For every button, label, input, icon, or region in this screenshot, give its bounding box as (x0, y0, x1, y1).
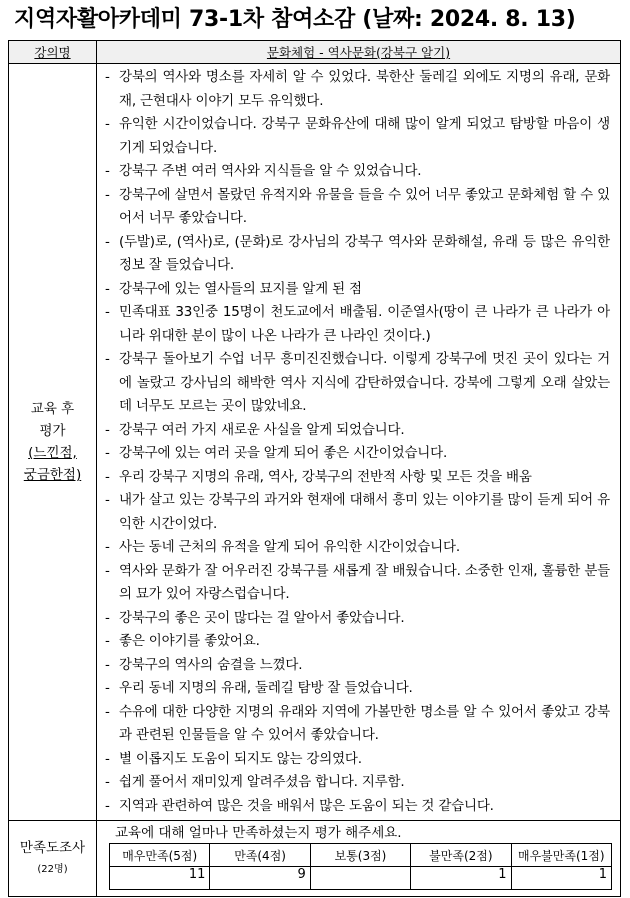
feedback-item: - 강북구에 있는 여러 곳을 알게 되어 좋은 시간이었습니다. (103, 442, 610, 466)
feedback-item: - 민족대표 33인중 15명이 천도교에서 배출됨. 이준열사(땅이 큰 나라가 큰 나라가 아니라 위대한 분이 많이 나온 나라가 큰 나라인 것이다.) (103, 301, 610, 348)
satisfaction-value: 11 (110, 867, 210, 890)
lecture-name-header: 강의명 (9, 41, 97, 64)
satisfaction-question: 교육에 대해 얼마나 만족하셨는지 평가 해주세요. (115, 825, 402, 841)
feedback-item: - 유익한 시간이었습니다. 강북구 문화유산에 대해 많이 알게 되었고 탐방할 마음이 생기게 되었습니다. (103, 113, 610, 160)
satisfaction-table (109, 843, 612, 890)
header-row (9, 41, 621, 64)
document-title: 지역자활아카데미 73-1차 참여소감 (날짜: 2024. 8. 13) (14, 7, 576, 32)
feedback-item: - 강북구 돌아보기 수업 너무 흥미진진했습니다. 이렇게 강북구에 멋진 곳이 있다는 거에 놀랐고 강사님의 해박한 역사 지식에 감탄하였습니다. 강북에 그렇게 오래 살았는데 너무도 모르는 곳이 많았네요. (103, 348, 610, 419)
satisfaction-label: 만족도조사 (22명) (9, 821, 97, 897)
satisfaction-value: 9 (210, 867, 310, 890)
satisfaction-value: 1 (511, 867, 611, 890)
evaluation-table (8, 40, 621, 897)
feedback-label: 교육 후 평가 (느낀점, 궁금한점) (9, 64, 97, 821)
feedback-item: - 강북의 역사와 명소를 자세히 알 수 있었다. 북한산 둘레길 외에도 지명의 유래, 문화재, 근현대사 이야기 모두 유익했다. (103, 66, 610, 113)
satisfaction-header: 보통(3점) (310, 844, 410, 867)
satisfaction-header: 매우만족(5점) (110, 844, 210, 867)
satisfaction-header: 매우불만족(1점) (511, 844, 611, 867)
feedback-item: - 강북구의 역사의 숨결을 느꼈다. (103, 654, 610, 678)
respondent-count: (22명) (37, 863, 68, 875)
satisfaction-row (9, 821, 621, 897)
feedback-item: - 별 이롭지도 도움이 되지도 않는 강의였다. (103, 748, 610, 772)
feedback-item: - 사는 동네 근처의 유적을 알게 되어 유익한 시간이었습니다. (103, 536, 610, 560)
feedback-cell (97, 64, 621, 821)
feedback-list (97, 64, 620, 820)
feedback-item: - 우리 동네 지명의 유래, 둘레길 탐방 잘 들었습니다. (103, 677, 610, 701)
lecture-title: 문화체험 - 역사문화(강북구 알기) (97, 41, 621, 64)
feedback-item: - 수유에 대한 다양한 지명의 유래와 지역에 가볼만한 명소를 알 수 있어서 좋았고 강북과 관련된 인물들을 알 수 있어서 좋았습니다. (103, 701, 610, 748)
feedback-item: - 내가 살고 있는 강북구의 과거와 현재에 대해서 흥미 있는 이야기를 많이 듣게 되어 유익한 시간이었다. (103, 489, 610, 536)
feedback-row (9, 64, 621, 821)
satisfaction-value (310, 867, 410, 890)
feedback-item: - 우리 강북구 지명의 유래, 역사, 강북구의 전반적 사항 및 모든 것을 배움 (103, 466, 610, 490)
feedback-item: - 강북구의 좋은 곳이 많다는 걸 알아서 좋았습니다. (103, 607, 610, 631)
feedback-item: - 강북구 여러 가지 새로운 사실을 알게 되었습니다. (103, 419, 610, 443)
feedback-item: - 강북구에 있는 열사들의 묘지를 알게 된 점 (103, 278, 610, 302)
feedback-item: - 강북구에 살면서 몰랐던 유적지와 유물을 들을 수 있어 너무 좋았고 문화체험 할 수 있어서 너무 좋았습니다. (103, 184, 610, 231)
satisfaction-header: 불만족(2점) (411, 844, 511, 867)
feedback-item: - (두발)로, (역사)로, (문화)로 강사님의 강북구 역사와 문화해설, 유래 등 많은 유익한 정보 잘 들었습니다. (103, 231, 610, 278)
feedback-item: - 강북구 주변 여러 역사와 지식들을 알 수 있었습니다. (103, 160, 610, 184)
feedback-item: - 지역과 관련하여 많은 것을 배워서 많은 도움이 되는 것 같습니다. (103, 795, 610, 819)
feedback-item: - 쉽게 풀어서 재미있게 알려주셨음 합니다. 지루함. (103, 771, 610, 795)
satisfaction-cell (97, 821, 621, 897)
feedback-item: - 역사와 문화가 잘 어우러진 강북구를 새롭게 잘 배웠습니다. 소중한 인재, 훌륭한 분들의 묘가 있어 자랑스럽습니다. (103, 560, 610, 607)
satisfaction-header: 만족(4점) (210, 844, 310, 867)
satisfaction-value: 1 (411, 867, 511, 890)
feedback-item: - 좋은 이야기를 좋았어요. (103, 630, 610, 654)
